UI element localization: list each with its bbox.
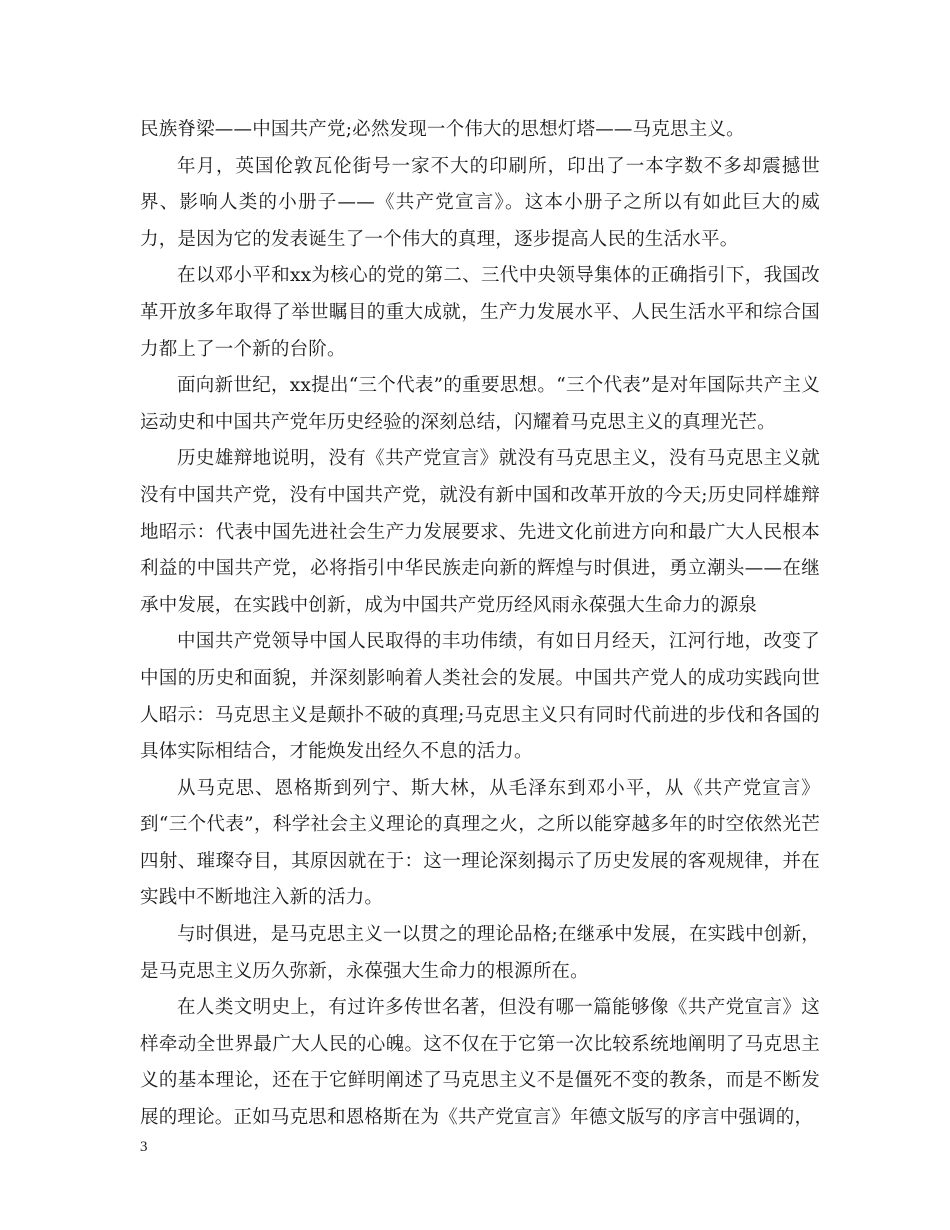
paragraph-3: 在以邓小平和xx为核心的党的第二、三代中央领导集体的正确指引下，我国改革开放多年取得了举世瞩目的重大成就，生产力发展水平、人民生活水平和综合国力都上了一个新的台阶。 — [140, 265, 820, 360]
paragraph-1: 民族脊梁——中国共产党;必然发现一个伟大的思想灯塔——马克思主义。 — [140, 119, 745, 140]
paragraph-4: 面向新世纪，xx提出“三个代表”的重要思想。“三个代表”是对年国际共产主义运动史和中国共产党年历史经验的深刻总结，闪耀着马克思主义的真理光芒。 — [140, 375, 820, 433]
paragraph-8: 与时俱进，是马克思主义一以贯之的理论品格;在继承中发展，在实践中创新，是马克思主义历久弥新，永葆强大生命力的根源所在。 — [140, 924, 820, 982]
paragraph-5: 历史雄辩地说明，没有《共产党宣言》就没有马克思主义，没有马克思主义就没有中国共产党，没有中国共产党，就没有新中国和改革开放的今天;历史同样雄辩地昭示：代表中国先进社会生产力发展要求、先进文化前进方向和最广大人民根本利益的中国共产党，必将指引中华民族走向新的辉煌与时俱进，勇立潮头——在继承中发展，在实践中创新，成为中国共产党历经风雨永葆强大生命力的源泉 — [140, 448, 820, 616]
paragraph-2: 年月，英国伦敦瓦伦街号一家不大的印刷所，印出了一本字数不多却震撼世界、影响人类的小册子——《共产党宣言》。这本小册子之所以有如此巨大的威力，是因为它的发表诞生了一个伟大的真理，逐步提高人民的生活水平。 — [140, 155, 820, 250]
page-number: 3 — [140, 1139, 148, 1155]
paragraph-9: 在人类文明史上，有过许多传世名著，但没有哪一篇能够像《共产党宣言》这样牵动全世界最广大人民的心魄。这不仅在于它第一次比较系统地阐明了马克思主义的基本理论，还在于它鲜明阐述了马克思主义不是僵死不变的教条，而是不断发展的理论。正如马克思和恩格斯在为《共产党宣言》年德文版写的序言中强调的， — [140, 997, 820, 1129]
body-text — [140, 112, 820, 1137]
paragraph-7: 从马克思、恩格斯到列宁、斯大林，从毛泽东到邓小平，从《共产党宣言》到“三个代表”，科学社会主义理论的真理之火，之所以能穿越多年的时空依然光芒四射、璀璨夺目，其原因就在于：这一理论深刻揭示了历史发展的客观规律，并在实践中不断地注入新的活力。 — [140, 777, 820, 909]
paragraph-6: 中国共产党领导中国人民取得的丰功伟绩，有如日月经天，江河行地，改变了中国的历史和面貌，并深刻影响着人类社会的发展。中国共产党人的成功实践向世人昭示：马克思主义是颠扑不破的真理;马克思主义只有同时代前进的步伐和各国的具体实际相结合，才能焕发出经久不息的活力。 — [140, 631, 820, 763]
